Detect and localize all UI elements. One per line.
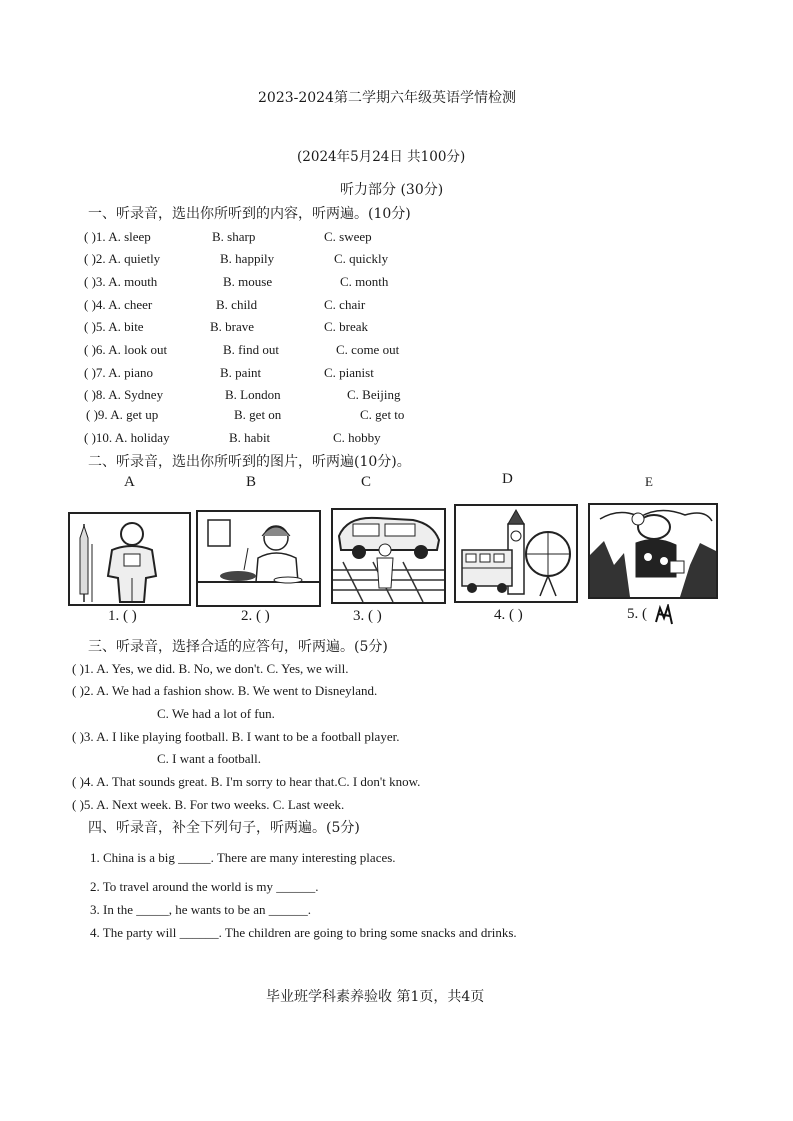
list-item <box>84 342 504 360</box>
list-item <box>84 251 504 269</box>
scribble-mark-icon <box>654 604 674 626</box>
list-item <box>84 229 504 247</box>
question-b: B. London <box>225 387 281 402</box>
question-b: B. mouse <box>223 274 273 289</box>
car-image <box>333 510 444 602</box>
list-item <box>86 407 506 425</box>
question-a: ( )10. A. holiday <box>84 430 170 445</box>
question-c: C. come out <box>336 342 400 357</box>
section3-heading: 三、听录音，选择合适的应答句，听两遍。(5分) <box>88 639 388 655</box>
response-question-2-c: C. We had a lot of fun. <box>157 706 275 721</box>
question-b: B. get on <box>234 407 282 422</box>
response-question-4: ( )4. A. That sounds great. B. I'm sorry to hear that.C. I don't know. <box>72 774 421 789</box>
question-a: ( )7. A. piano <box>84 365 153 380</box>
exam-date-line: (2024年5月24日 共100分) <box>297 149 466 165</box>
response-question-3-c: C. I want a football. <box>157 751 261 766</box>
response-question-1: ( )1. A. Yes, we did. B. No, we don't. C. Yes, we will. <box>72 661 349 676</box>
response-question-2: ( )2. A. We had a fashion show. B. We went to Disneyland. <box>72 683 378 698</box>
question-c: C. Beijing <box>347 387 401 402</box>
picture-answer-1[interactable]: 1. ( ) <box>108 608 137 624</box>
mouse-image <box>590 505 716 597</box>
picture-answer-4[interactable]: 4. ( ) <box>494 607 523 623</box>
question-c: C. pianist <box>324 365 374 380</box>
response-question-3: ( )3. A. I like playing football. B. I want to be a football player. <box>72 729 400 744</box>
picture-c-car <box>331 508 446 604</box>
question-a: ( )5. A. bite <box>84 319 144 334</box>
picture-label-c: C <box>361 474 372 490</box>
picture-label-e: E <box>645 474 653 489</box>
question-b: B. find out <box>223 342 279 357</box>
question-a: ( )1. A. sleep <box>84 229 151 244</box>
question-b: B. sharp <box>212 229 256 244</box>
section4-heading: 四、听录音，补全下列句子，听两遍。(5分) <box>88 820 360 836</box>
list-item <box>84 319 504 337</box>
london-image <box>456 506 576 601</box>
picture-label-b: B <box>246 474 257 490</box>
section1-heading: 一、听录音，选出你所听到的内容，听两遍。(10分) <box>88 206 411 222</box>
question-c: C. get to <box>360 407 405 422</box>
question-c: C. break <box>324 319 369 334</box>
list-item <box>84 430 504 448</box>
list-item <box>84 297 504 315</box>
fill-blank-sentence-4: 4. The party will ______. The children are going to bring some snacks and drinks. <box>90 925 517 940</box>
question-b: B. paint <box>220 365 262 380</box>
picture-answer-2[interactable]: 2. ( ) <box>241 608 270 624</box>
picture-a-astronaut <box>68 512 191 606</box>
list-item <box>84 365 504 383</box>
question-a: ( )4. A. cheer <box>84 297 153 312</box>
fill-blank-sentence-2: 2. To travel around the world is my ______. <box>90 879 319 894</box>
picture-b-eating <box>196 510 321 607</box>
question-b: B. brave <box>210 319 255 334</box>
question-c: C. hobby <box>333 430 381 445</box>
question-c: C. sweep <box>324 229 372 244</box>
picture-label-d: D <box>502 471 513 487</box>
picture-e-mouse <box>588 503 718 599</box>
picture-label-a: A <box>124 474 135 490</box>
eating-image <box>198 512 319 605</box>
section2-heading: 二、听录音，选出你所听到的图片，听两遍(10分)。 <box>88 454 411 470</box>
picture-d-london <box>454 504 578 603</box>
fill-blank-sentence-1: 1. China is a big _____. There are many interesting places. <box>90 850 396 865</box>
question-b: B. happily <box>220 251 275 266</box>
question-b: B. child <box>216 297 258 312</box>
picture-answer-5[interactable]: 5. ( <box>627 606 647 622</box>
question-b: B. habit <box>229 430 271 445</box>
exam-title: 2023-2024第二学期六年级英语学情检测 <box>258 90 516 106</box>
astronaut-image <box>70 514 189 604</box>
question-a: ( )9. A. get up <box>86 407 159 422</box>
question-c: C. chair <box>324 297 366 312</box>
question-a: ( )3. A. mouth <box>84 274 158 289</box>
page-footer: 毕业班学科素养验收 第1页，共4页 <box>266 989 485 1005</box>
response-question-5: ( )5. A. Next week. B. For two weeks. C. Last week. <box>72 797 345 812</box>
listening-part-title: 听力部分 (30分) <box>340 182 444 198</box>
list-item <box>84 387 504 405</box>
question-c: C. quickly <box>334 251 389 266</box>
question-a: ( )2. A. quietly <box>84 251 161 266</box>
picture-answer-3[interactable]: 3. ( ) <box>353 608 382 624</box>
fill-blank-sentence-3: 3. In the _____, he wants to be an ______. <box>90 902 311 917</box>
question-a: ( )6. A. look out <box>84 342 168 357</box>
question-a: ( )8. A. Sydney <box>84 387 164 402</box>
question-c: C. month <box>340 274 389 289</box>
list-item <box>84 274 504 292</box>
